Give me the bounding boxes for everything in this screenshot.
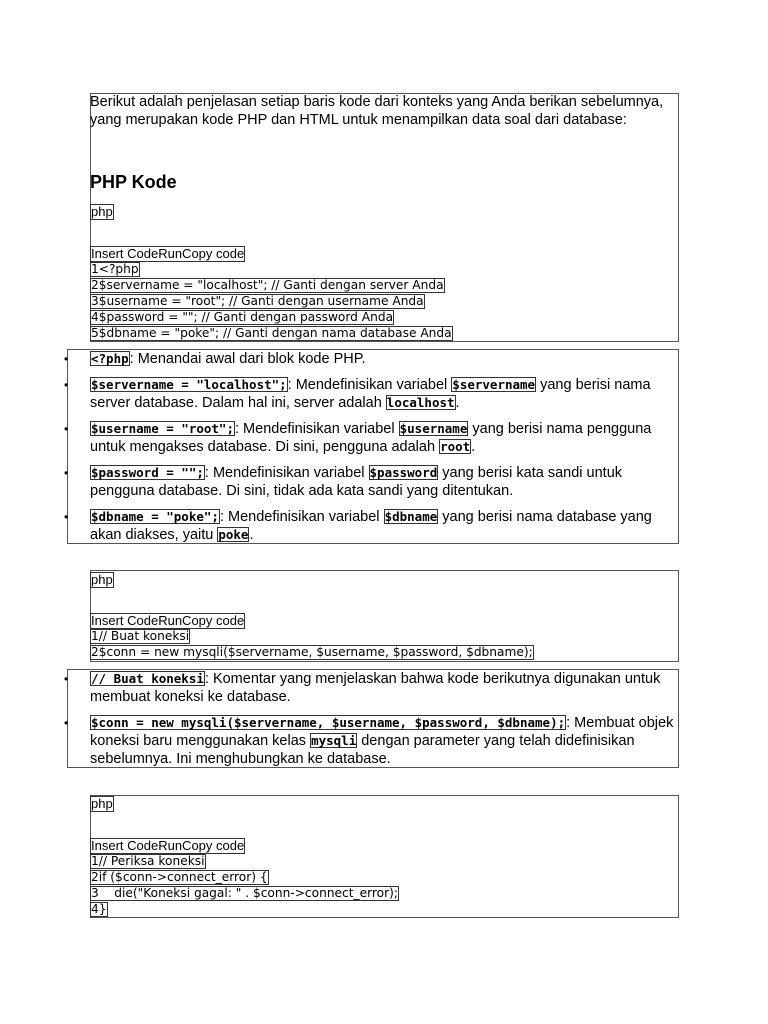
code-line: 1// Periksa koneksi: [91, 854, 205, 868]
inline-code: $conn = new mysqli($servername, $username, $password, $dbname);: [91, 715, 566, 730]
list-item: • $password = "";: Mendefinisikan variabel $password yang berisi kata sandi untuk pengguna database. Di sini, tidak ada kata sandi yang ditentukan.: [68, 464, 679, 500]
inline-code: poke: [218, 527, 249, 542]
inline-code: $servername: [452, 377, 536, 392]
inline-code: root: [440, 439, 471, 454]
inline-code: $password = "";: [91, 465, 204, 480]
code-line: 5$dbname = "poke"; // Ganti dengan nama database Anda: [91, 326, 452, 340]
inline-code: $dbname = "poke";: [91, 509, 219, 524]
code-line: 2$servername = "localhost"; // Ganti dengan server Anda: [91, 278, 444, 292]
inline-code: mysqli: [311, 733, 357, 748]
inline-code: $dbname: [384, 509, 438, 524]
code-line: 2if ($conn->connect_error) {: [91, 870, 268, 884]
inline-code: $servername = "localhost";: [91, 377, 287, 392]
section-heading: PHP Kode: [90, 172, 177, 192]
list-item: • // Buat koneksi: Komentar yang menjelaskan bahwa kode berikutnya digunakan untuk membuat koneksi ke database.: [68, 670, 679, 706]
code-lang-label: php: [91, 204, 113, 219]
code-line: 4}: [91, 902, 107, 916]
code-line: 3 die("Koneksi gagal: " . $conn->connect_error);: [91, 886, 398, 900]
list-item: • <?php: Menandai awal dari blok kode PHP.: [68, 350, 679, 368]
list-item: • $dbname = "poke";: Mendefinisikan variabel $dbname yang berisi nama database yang akan diakses, yaitu poke.: [68, 508, 679, 544]
code-line: 4$password = ""; // Ganti dengan password Anda: [91, 310, 394, 324]
code-toolbar[interactable]: Insert CodeRunCopy code: [91, 838, 245, 853]
inline-code: // Buat koneksi: [91, 671, 204, 686]
list-item: • $conn = new mysqli($servername, $username, $password, $dbname);: Membuat objek koneksi baru menggunakan kelas mysqli dengan parameter yang telah didefinisikan sebelumnya. Ini menghubungkan ke database.: [68, 714, 679, 768]
code-lang-label: php: [91, 796, 113, 811]
explanation-list: [68, 670, 679, 776]
inline-code: localhost: [386, 395, 455, 410]
inline-code: $username = "root";: [91, 421, 234, 436]
explanation-list: [68, 350, 679, 552]
code-toolbar[interactable]: Insert CodeRunCopy code: [91, 246, 245, 261]
code-line: 1// Buat koneksi: [91, 629, 190, 643]
inline-code: $password: [369, 465, 438, 480]
intro-text: Berikut adalah penjelasan setiap baris kode dari konteks yang Anda berikan sebelumnya, yang merupakan kode PHP dan HTML untuk menampilkan data soal dari database:: [90, 94, 664, 128]
code-lang-label: php: [91, 572, 113, 587]
code-line: 1<?php: [91, 262, 139, 276]
code-line: 2$conn = new mysqli($servername, $username, $password, $dbname);: [91, 645, 533, 659]
list-item: • $servername = "localhost";: Mendefinisikan variabel $servername yang berisi nama server database. Dalam hal ini, server adalah localhost.: [68, 376, 679, 412]
code-toolbar[interactable]: Insert CodeRunCopy code: [91, 613, 245, 628]
code-line: 3$username = "root"; // Ganti dengan username Anda: [91, 294, 424, 308]
inline-code: $username: [399, 421, 468, 436]
list-item: • $username = "root";: Mendefinisikan variabel $username yang berisi nama pengguna untuk mengakses database. Di sini, pengguna adalah root.: [68, 420, 679, 456]
inline-code: <?php: [91, 351, 129, 366]
